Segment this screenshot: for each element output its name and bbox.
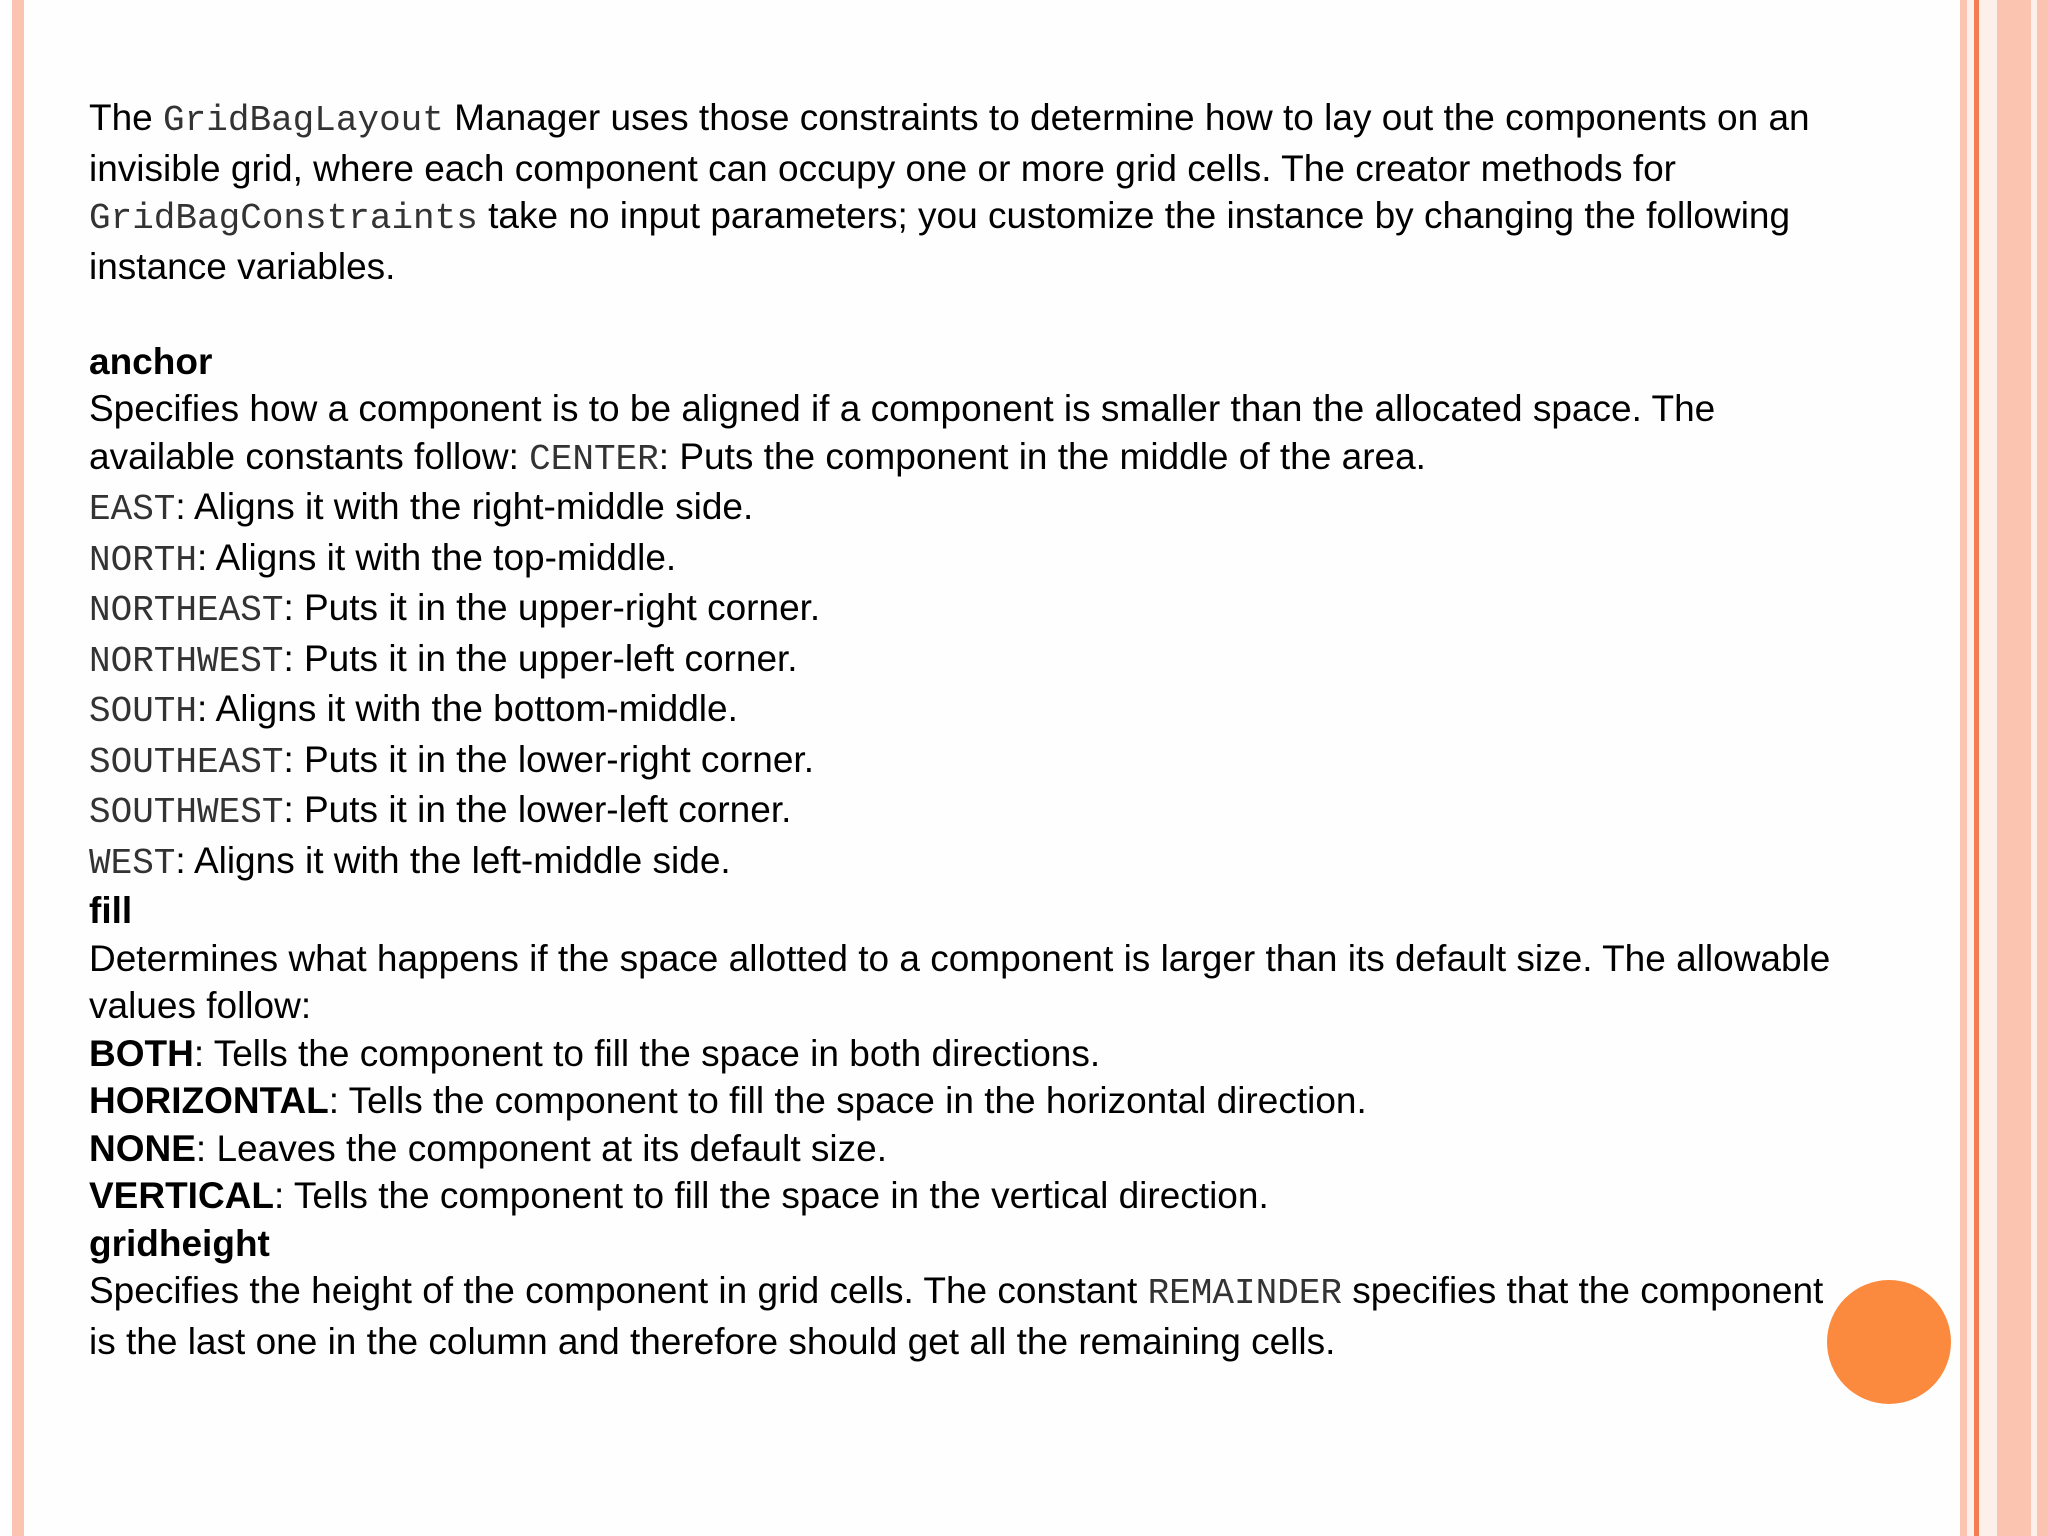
fill-term: BOTH (89, 1032, 194, 1074)
anchor-item-northwest (89, 635, 1979, 686)
fill-desc-1: Determines what happens if the space allotted to a component is larger than its default size. The allowable (89, 937, 1831, 979)
anchor-desc-2 (89, 433, 1979, 484)
anchor-item-southeast (89, 736, 1979, 787)
anchor-item-east (89, 483, 1979, 534)
constant-description: : Puts it in the lower-right corner. (283, 738, 814, 780)
intro-line-4: instance variables. (89, 245, 396, 287)
intro-line-2: invisible grid, where each component can occupy one or more grid cells. The creator methods for (89, 147, 1677, 189)
text-run: Specifies the height of the component in grid cells. The constant (89, 1270, 1148, 1311)
code-constant: EAST (89, 489, 176, 530)
text-run: The (89, 97, 164, 138)
code-constant: SOUTH (89, 691, 198, 732)
fill-term: NONE (89, 1127, 196, 1169)
fill-item-vertical (89, 1172, 1979, 1220)
anchor-item-south (89, 685, 1979, 736)
constant-description: : Aligns it with the right-middle side. (175, 486, 754, 527)
fill-term: HORIZONTAL (89, 1080, 329, 1121)
text-run: Manager uses those constraints to determine how to lay out the components on an (443, 97, 1810, 138)
fill-desc-2: values follow: (89, 985, 312, 1026)
constant-description: : Aligns it with the left-middle side. (175, 839, 731, 881)
fill-term: VERTICAL (89, 1175, 274, 1216)
right-border-stripe (1979, 0, 1997, 1536)
text-run: available constants follow: (89, 435, 530, 477)
spacer (89, 290, 1979, 338)
gridheight-desc-2: is the last one in the column and therefore should get all the remaining cells. (89, 1320, 1336, 1362)
anchor-item-southwest (89, 786, 1979, 837)
code-constant: NORTHWEST (89, 640, 284, 682)
fill-item-both (89, 1030, 1979, 1078)
right-border-stripe (2037, 0, 2048, 1536)
code-gridbagconstraints: GridBagConstraints (89, 198, 478, 239)
fill-heading: fill (89, 890, 133, 931)
fill-description: : Tells the component to fill the space in the vertical direction. (274, 1175, 1269, 1216)
right-border-stripe (1997, 0, 2031, 1536)
code-constant: WEST (89, 842, 176, 884)
code-constant: CENTER (529, 438, 659, 480)
code-constant: SOUTHEAST (89, 741, 284, 783)
fill-description: : Leaves the component at its default size. (195, 1127, 887, 1169)
code-constant: NORTHEAST (89, 590, 284, 631)
left-border-stripe (12, 0, 24, 1536)
constant-description: : Puts it in the upper-right corner. (283, 587, 821, 628)
constant-description: : Puts it in the lower-left corner. (283, 789, 792, 830)
constant-description: : Aligns it with the top-middle. (197, 536, 677, 578)
fill-description: : Tells the component to fill the space in the horizontal direction. (328, 1080, 1367, 1121)
intro-line-1 (89, 94, 1979, 145)
code-gridbaglayout: GridBagLayout (163, 100, 444, 141)
anchor-item-west (89, 837, 1979, 888)
intro-line-3 (89, 192, 1979, 243)
slide-body (89, 94, 1979, 1365)
code-remainder: REMAINDER (1147, 1273, 1343, 1314)
anchor-item-north (89, 534, 1979, 585)
fill-description: : Tells the component to fill the space in both directions. (193, 1032, 1101, 1074)
gridheight-heading: gridheight (89, 1222, 270, 1264)
constant-description: : Aligns it with the bottom-middle. (197, 688, 738, 729)
fill-item-none (89, 1125, 1979, 1173)
fill-item-horizontal (89, 1077, 1979, 1125)
constant-description: : Puts it in the upper-left corner. (283, 637, 798, 679)
text-run: specifies that the component (1342, 1270, 1824, 1311)
code-constant: SOUTHWEST (89, 792, 284, 833)
anchor-heading: anchor (89, 340, 213, 382)
code-constant: NORTH (89, 539, 198, 581)
constant-description: : Puts the component in the middle of the area. (658, 435, 1426, 477)
anchor-desc-1: Specifies how a component is to be aligned if a component is smaller than the allocated space. The (89, 388, 1716, 429)
anchor-item-northeast (89, 584, 1979, 635)
gridheight-desc-1 (89, 1267, 1979, 1318)
text-run: take no input parameters; you customize the instance by changing the following (477, 195, 1791, 236)
